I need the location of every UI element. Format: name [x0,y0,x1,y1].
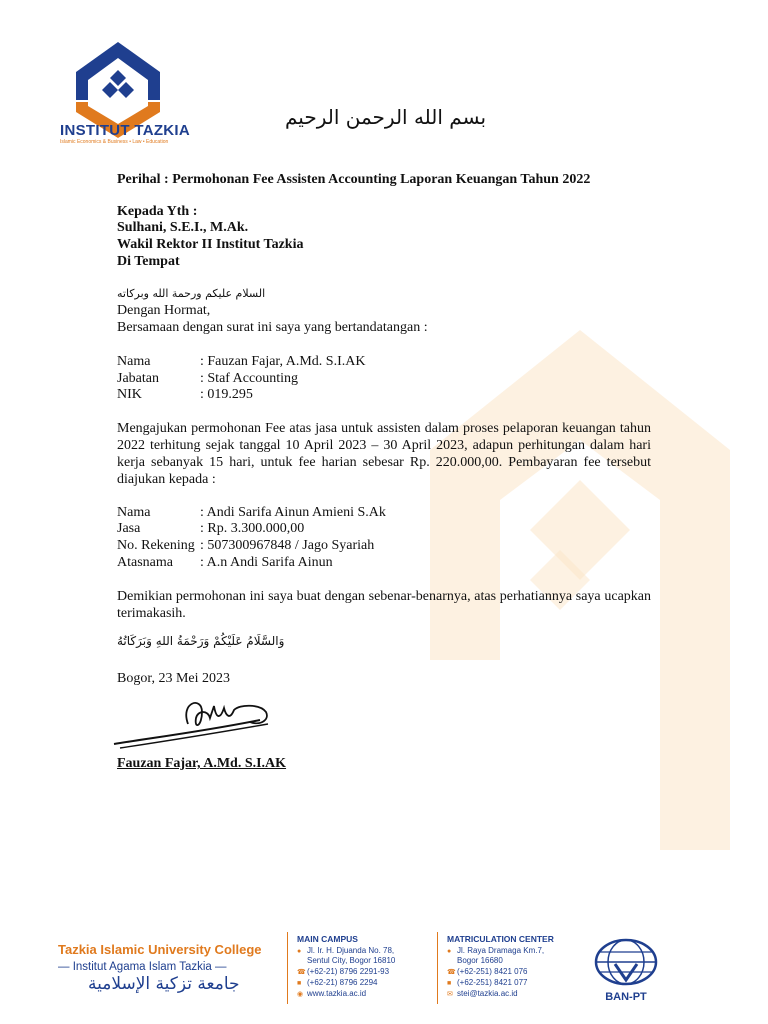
recipient-name: Sulhani, S.E.I., M.Ak. [117,220,249,235]
recipient-line: Kepada Yth : [117,204,198,219]
matriculation-address: Bogor 16680 [457,956,503,965]
logo-tagline: Islamic Economics & Business • Law • Education [60,139,169,145]
payee-value: : Andi Sarifa Ainun Amieni S.Ak [200,505,386,520]
footer-university: Tazkia Islamic University College [58,942,262,957]
phone-icon: ☎ [447,969,456,976]
payee-label: Jasa [117,521,141,536]
phone-icon: ☎ [297,969,306,976]
matriculation-phone: ☎(+62-251) 8421 076 [447,967,528,976]
footer-institute: — Institut Agama Islam Tazkia — [58,961,227,973]
signer-name: Fauzan Fajar, A.Md. S.I.AK [117,756,287,771]
payee-label: Nama [117,505,151,520]
matriculation-email: ✉ stei@tazkia.ac.id [447,989,518,998]
intro-line: Bersamaan dengan surat ini saya yang bertandatangan : [117,320,428,335]
payee-value: : Rp. 3.300.000,00 [200,521,305,536]
applicant-value: : Staf Accounting [200,371,298,386]
greeting: Dengan Hormat, [117,303,211,318]
letter-subject: Perihal : Permohonan Fee Assisten Accounting Laporan Keuangan Tahun 2022 [117,172,591,187]
email-icon: ✉ [447,991,453,998]
footer-divider [437,932,438,1004]
salam-closing: وَالسَّلَامُ عَلَيْكُمْ وَرَحْمَةُ اللهِ وَبَرَكَاتُهُ [117,634,285,648]
payee-value: : A.n Andi Sarifa Ainun [200,555,333,570]
basmala-calligraphy: بسم الله الرحمن الرحيم [285,105,487,129]
main-campus-fax: ■ (+62-21) 8796 2294 [297,978,378,987]
recipient-place: Di Tempat [117,254,180,269]
main-campus-title: MAIN CAMPUS [297,934,358,944]
matriculation-address: ● Jl. Raya Dramaga Km.7, [447,946,545,955]
body-paragraph: Mengajukan permohonan Fee atas jasa untuk assisten dalam proses pelaporan keuangan tahun 2022 terhitung sejak tanggal 10 April 2023 – 30 April 2023, adapun perhitungan dalam hari kerja sebanyak 15 hari, untuk fee harian sebesar Rp. 220.000,00. Pembayaran fee tersebut diajukan kepada : [117,421,651,487]
payee-label: No. Rekening [117,538,195,553]
location-pin-icon: ● [297,948,302,955]
ban-pt-logo-icon [593,934,659,1004]
globe-icon: ◉ [297,991,304,998]
main-campus-phone: ☎(+62-21) 8796 2291-93 [297,967,390,976]
ban-pt-label: BAN-PT [605,991,647,1003]
applicant-value: : 019.295 [200,387,253,402]
fax-icon: ■ [297,980,302,987]
main-campus-website: ◉ www.tazkia.ac.id [297,989,367,998]
main-campus-address: ● Jl. Ir. H. Djuanda No. 78, [297,946,395,955]
matriculation-fax: ■ (+62-251) 8421 077 [447,978,528,987]
fax-icon: ■ [447,980,452,987]
footer-divider [287,932,288,1004]
applicant-value: : Fauzan Fajar, A.Md. S.I.AK [200,354,366,369]
payee-value: : 507300967848 / Jago Syariah [200,538,375,553]
payee-label: Atasnama [117,555,173,570]
closing-paragraph: Demikian permohonan ini saya buat dengan sebenar-benarnya, atas perhatiannya saya ucapkan terimakasih. [117,589,651,621]
matriculation-title: MATRICULATION CENTER [447,934,554,944]
applicant-label: Nama [117,354,151,369]
salam-opening: السلام عليكم ورحمة الله وبركاته [117,287,266,300]
applicant-label: Jabatan [117,371,159,386]
recipient-title: Wakil Rektor II Institut Tazkia [117,237,304,252]
applicant-label: NIK [117,387,142,402]
main-campus-address: Sentul City, Bogor 16810 [307,956,396,965]
footer-arabic-name: جامعة تزكية الإسلامية [88,974,240,994]
signature-image [110,694,280,754]
location-pin-icon: ● [447,948,452,955]
logo-name: INSTITUT TAZKIA [60,122,191,139]
place-date: Bogor, 23 Mei 2023 [117,671,230,686]
